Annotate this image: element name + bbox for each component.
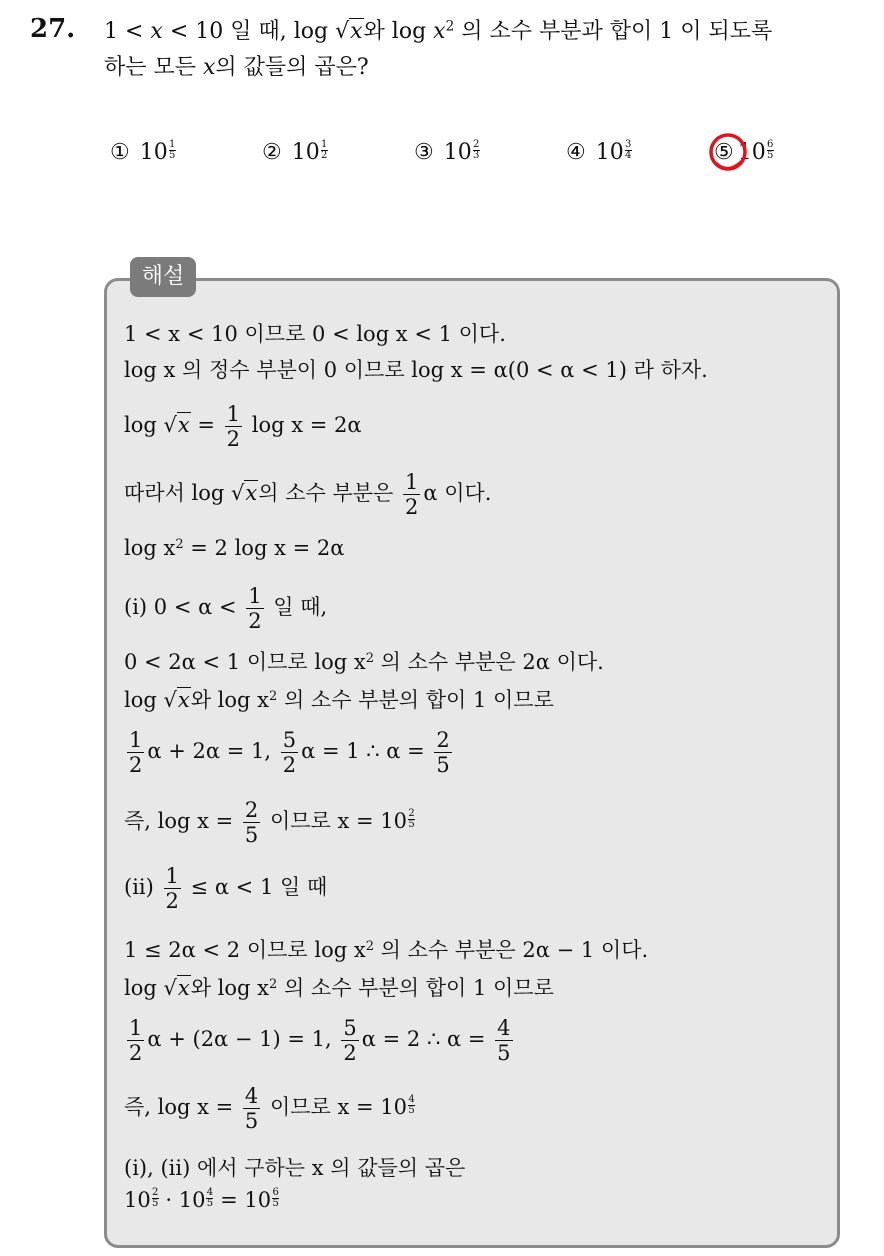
- solution-line-7: 0 < 2α < 1 이므로 $\log x^2$ 의 소수 부분은 2α 이다.: [124, 650, 604, 674]
- choice-4[interactable]: ④ 10 $\frac{3}{4}$: [566, 139, 632, 165]
- fraction: $\frac{1}{2}$: [129, 728, 143, 777]
- solution-tag: 해설: [130, 257, 196, 297]
- fraction: $\frac{4}{5}$: [497, 1016, 511, 1065]
- question-text: [104, 14, 864, 86]
- choice-1[interactable]: ① 10 $\frac{1}{5}$: [110, 139, 176, 165]
- solution-line-6: (i) 0 < α < $\frac{1}{2}$ 일 때,: [124, 584, 328, 633]
- solution-line-11: (ii) $\frac{1}{2}$ ≤ α < 1 일 때: [124, 864, 328, 913]
- fraction: $\frac{1}{2}$: [226, 402, 241, 451]
- fraction: $\frac{1}{2}$: [248, 584, 262, 633]
- sqrt-x: √x: [163, 413, 190, 437]
- sqrt-x: √x: [231, 481, 258, 505]
- fraction: $\frac{1}{2}$: [129, 1016, 143, 1065]
- choice-5[interactable]: ⑤ 10 $\frac{6}{5}$: [714, 140, 774, 165]
- sqrt-x: √x: [335, 19, 363, 44]
- solution-line-14: $\frac{1}{2}$ α + (2α − 1) = 1, $\frac{5}{2}$ α = 2 ∴ α = $\frac{4}{5}$: [129, 1016, 511, 1065]
- solution-line-12: 1 ≤ 2α < 2 이므로 $\log x^2$ 의 소수 부분은 2α − 1 이다.: [124, 938, 649, 962]
- solution-line-8: log √x와 $\log x^2$ 의 소수 부분의 합이 1 이므로: [124, 688, 554, 712]
- solution-line-2: log x 의 정수 부분이 0 이므로 log x = α(0 < α < 1) 라 하자.: [124, 358, 708, 382]
- solution-line-16: (i), (ii) 에서 구하는 x 의 값들의 곱은: [124, 1156, 466, 1180]
- sqrt-x: √x: [163, 688, 190, 712]
- solution-line-9: $\frac{1}{2}$ α + 2α = 1, $\frac{5}{2}$ α = 1 ∴ α = $\frac{2}{5}$: [129, 728, 450, 777]
- fraction: $\frac{5}{2}$: [343, 1016, 357, 1065]
- fraction: $\frac{1}{2}$: [405, 470, 419, 519]
- selected-answer-circle-icon: [707, 129, 751, 175]
- fraction: $\frac{4}{5}$: [244, 1084, 259, 1133]
- solution-line-3: log √x = $\frac{1}{2}$ log x = 2α: [124, 402, 362, 451]
- solution-line-17: 10 $\frac{2}{5}$ · 10 $\frac{4}{5}$ = 10 $\frac{6}{5}$: [124, 1187, 279, 1212]
- solution-line-15: 즉, log x = $\frac{4}{5}$ 이므로 x = 10 $\frac{4}{5}$: [124, 1084, 415, 1133]
- fraction: $\frac{5}{2}$: [282, 728, 297, 777]
- question-number: 27.: [30, 14, 76, 44]
- question-line-2: 하는 모든 x의 값들의 곱은?: [104, 55, 369, 80]
- solution-line-5: $\log x^2 = 2$ log x = 2α: [124, 536, 345, 560]
- fraction: $\frac{2}{5}$: [244, 798, 259, 847]
- fraction: $\frac{1}{2}$: [165, 864, 179, 913]
- question-line-1: 1 < x < 10 일 때, log √x와 $\log x^2$ 의 소수 부분과 합이 1 이 되도록: [104, 14, 864, 50]
- choice-2[interactable]: ② 10 $\frac{1}{2}$: [262, 139, 328, 165]
- solution-line-10: 즉, log x = $\frac{2}{5}$ 이므로 x = 10 $\frac{2}{5}$: [124, 798, 415, 847]
- solution-line-1: 1 < x < 10 이므로 0 < log x < 1 이다.: [124, 322, 506, 346]
- solution-line-4: 따라서 log √x의 소수 부분은 $\frac{1}{2}$ α 이다.: [124, 470, 492, 519]
- fraction: $\frac{2}{5}$: [436, 728, 450, 777]
- choice-3[interactable]: ③ 10 $\frac{2}{3}$: [414, 139, 480, 165]
- sqrt-x: √x: [163, 976, 190, 1000]
- solution-line-13: log √x와 $\log x^2$ 의 소수 부분의 합이 1 이므로: [124, 976, 554, 1000]
